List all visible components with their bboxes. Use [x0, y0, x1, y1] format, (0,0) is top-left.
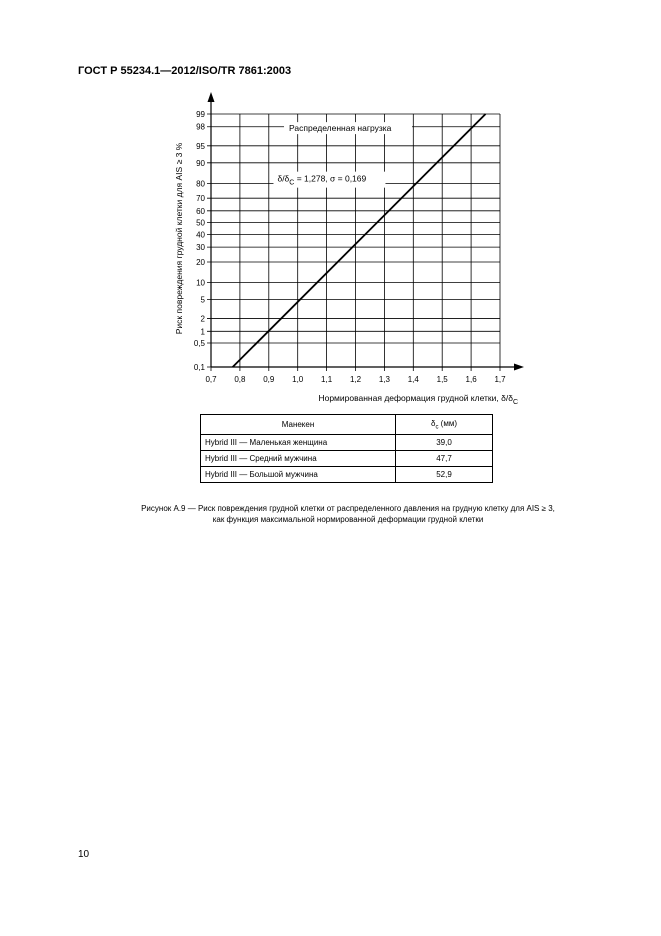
delta-symbol: δ — [430, 418, 436, 428]
y-tick-label: 30 — [196, 243, 205, 253]
x-axis-label-sub: C — [512, 399, 518, 406]
y-tick-label: 90 — [196, 158, 205, 168]
param-symbol: δ/δ — [277, 173, 290, 184]
y-tick-label: 5 — [200, 295, 205, 305]
x-tick-label: 0,8 — [234, 375, 246, 384]
chart-labels — [174, 110, 518, 406]
dummy-table — [200, 414, 493, 483]
x-tick-label: 1,7 — [494, 375, 506, 384]
dummy-name: Hybrid III — Большой мужчина — [201, 467, 396, 483]
risk-chart — [160, 90, 540, 410]
y-tick-label: 20 — [196, 257, 205, 267]
param-subscript: C — [289, 179, 295, 187]
dummy-value: 39,0 — [396, 435, 493, 451]
y-tick-label: 99 — [196, 110, 205, 119]
x-tick-label: 1,4 — [407, 375, 419, 384]
y-tick-label: 40 — [196, 230, 205, 240]
y-axis-arrow — [208, 92, 215, 102]
y-axis-label: Риск повреждения грудной клетки для AIS ≥ 3 % — [174, 142, 184, 335]
dummy-name: Hybrid III — Средний мужчина — [201, 451, 396, 467]
caption-line-1: Рисунок А.9 — Риск повреждения грудной клетки от распределенного давления на грудную клетку для AIS ≥ 3, — [141, 504, 555, 513]
table-row — [201, 435, 493, 451]
y-tick-label: 60 — [196, 206, 205, 216]
y-tick-label: 70 — [196, 194, 205, 204]
y-tick-label: 0,5 — [193, 338, 205, 348]
x-tick-label: 1,1 — [321, 375, 333, 384]
table-header-row — [201, 415, 493, 435]
y-tick-label: 95 — [196, 141, 205, 151]
unit-label: (мм) — [438, 418, 457, 428]
table-header-deflection — [396, 415, 493, 435]
y-tick-label: 50 — [196, 218, 205, 228]
chart-grid — [207, 114, 500, 371]
x-tick-label: 1,6 — [465, 375, 477, 384]
dummy-value: 52,9 — [396, 467, 493, 483]
x-tick-label: 0,9 — [263, 375, 275, 384]
document-header: ГОСТ Р 55234.1—2012/ISO/TR 7861:2003 — [78, 65, 292, 77]
table-header-dummy: Манекен — [201, 415, 396, 435]
y-tick-label: 0,1 — [193, 363, 205, 372]
x-axis-label — [318, 393, 518, 406]
x-tick-label: 1,3 — [378, 375, 390, 384]
x-axis-arrow — [514, 364, 524, 371]
risk-curve — [233, 114, 486, 367]
load-label: Распределенная нагрузка — [289, 123, 392, 134]
figure-caption — [78, 503, 618, 525]
y-tick-label: 10 — [196, 278, 205, 288]
delta-subscript: c — [435, 424, 439, 431]
y-tick-label: 98 — [196, 122, 205, 132]
caption-line-2: как функция максимальной нормированной деформации грудной клетки — [212, 515, 484, 524]
table-row — [201, 451, 493, 467]
y-tick-label: 2 — [200, 314, 205, 324]
param-values: = 1,278, σ = 0,169 — [294, 173, 367, 184]
y-tick-label: 80 — [196, 179, 205, 189]
chart-series — [233, 114, 486, 367]
y-tick-label: 1 — [200, 327, 205, 337]
x-axis-label-main: Нормированная деформация грудной клетки, δ/δ — [318, 393, 513, 403]
dummy-name: Hybrid III — Маленькая женщина — [201, 435, 396, 451]
dummy-value: 47,7 — [396, 451, 493, 467]
x-tick-label: 1,0 — [292, 375, 304, 384]
table-row — [201, 467, 493, 483]
x-tick-label: 0,7 — [205, 375, 217, 384]
x-tick-label: 1,2 — [349, 375, 362, 384]
page-number: 10 — [78, 849, 90, 860]
x-tick-label: 1,5 — [436, 375, 448, 384]
